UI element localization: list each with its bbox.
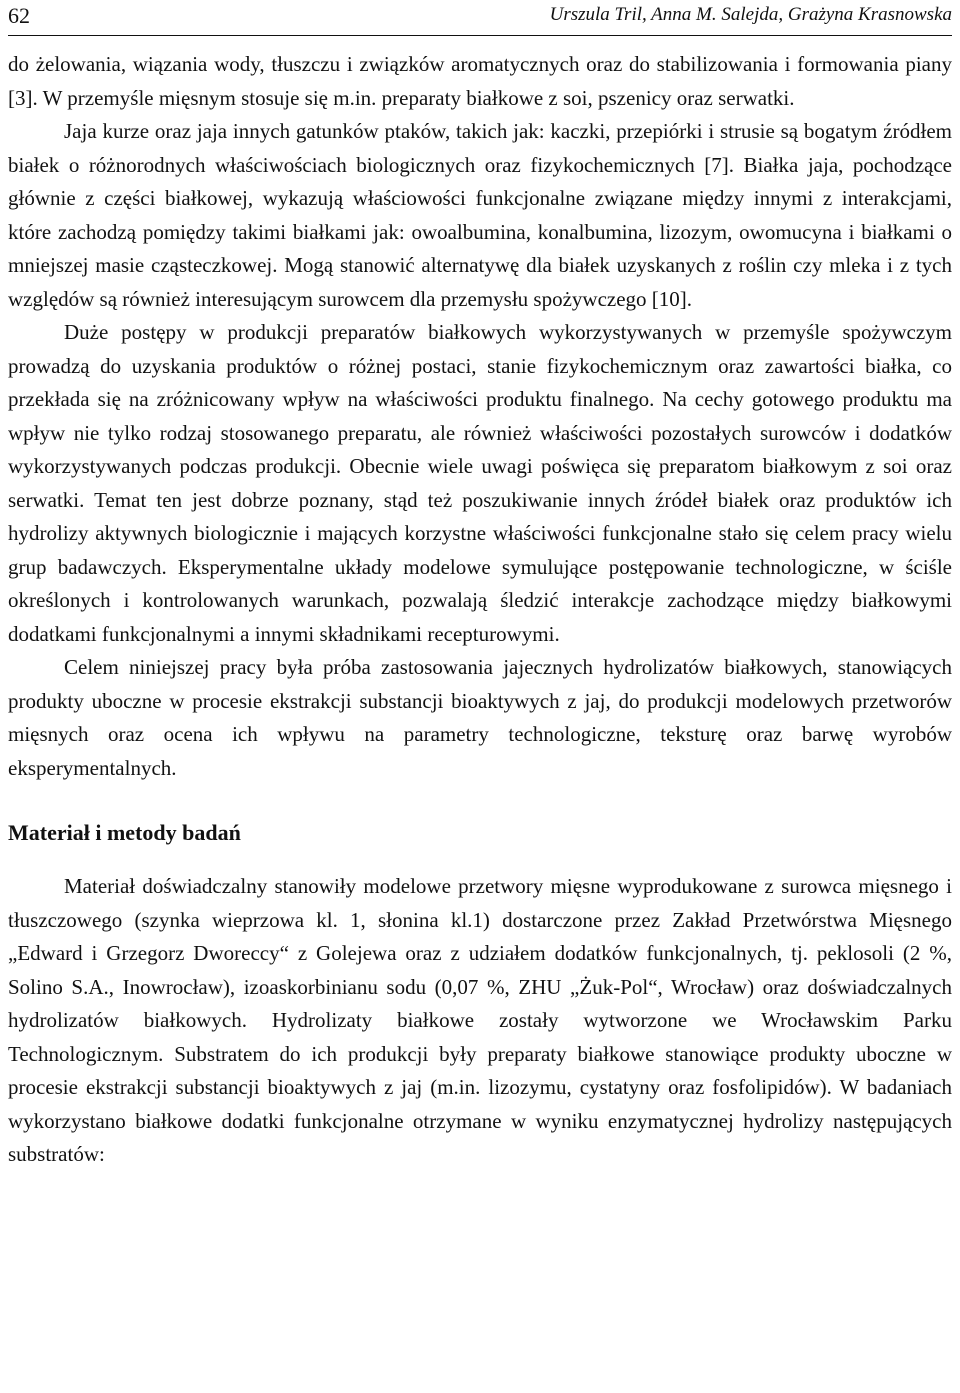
paragraph-materials: Materiał doświadczalny stanowiły modelowe przetwory mięsne wyprodukowane z surowca mięsnego i tłuszczowego (szynka wieprzowa kl. 1, słonina kl.1) dostarczone przez Zakład Przetwórstwa Mięsnego „Edward i Grzegorz Dworeccy“ z Golejewa oraz z udziałem dodatków funkcjonalnych, tj. peklosoli (2 %, Solino S.A., Inowrocław), izoaskorbinianu sodu (0,07 %, ZHU „Żuk-Pol“, Wrocław) oraz doświadczalnych hydrolizatów białkowych. Hydrolizaty białkowe zostały wytworzone we Wrocławskim Parku Technologicznym. Substratem do ich produkcji były preparaty białkowe stanowiące produkty uboczne w procesie ekstrakcji substancji bioaktywych z jaj (m.in. lizozymu, cystatyny oraz fosfolipidów). W badaniach wykorzystano białkowe dodatki funkcjonalne otrzymane w wyniku enzymatycznej hydrolizy następujących substratów:	[8, 874, 952, 1166]
header-rule	[8, 35, 952, 36]
paragraph-study-aim: Celem niniejszej pracy była próba zastosowania jajecznych hydrolizatów białkowych, stanowiących produkty uboczne w procesie ekstrakcji substancji bioaktywych z jaj, do produkcji modelowych przetworów mięsnych oraz ocena ich wpływu na parametry technologiczne, teksturę oraz barwę wyrobów eksperymentalnych.	[8, 655, 952, 780]
section-heading-materials-methods: Materiał i metody badań	[8, 820, 241, 845]
running-header-authors: Urszula Tril, Anna M. Salejda, Grażyna Krasnowska	[549, 4, 952, 25]
document-page	[8, 0, 952, 1393]
paragraph-continuation: do żelowania, wiązania wody, tłuszczu i związków aromatycznych oraz do stabilizowania i formowania piany [3]. W przemyśle mięsnym stosuje się m.in. preparaty białkowe z soi, pszenicy oraz serwatki.	[8, 52, 952, 110]
paragraph-eggs-proteins: Jaja kurze oraz jaja innych gatunków ptaków, takich jak: kaczki, przepiórki i strusie są bogatym źródłem białek o różnorodnych właściwościach biologicznych oraz fizykochemicznych [7]. Białka jaja, pochodzące głównie z części białkowej, wykazują właściowości funkcjonalne związane między innymi z interakcjami, które zachodzą pomiędzy takimi białkami jak: owoalbumina, konalbumina, lizozym, owomucyna i białkami o mniejszej masie cząsteczkowej. Mogą stanowić alternatywę dla białek uzyskanych z roślin czy mleka i z tych względów są również interesującym surowcem dla przemysłu spożywczego [10].	[8, 119, 952, 311]
paragraph-protein-preparations: Duże postępy w produkcji preparatów białkowych wykorzystywanych w przemyśle spożywczym prowadzą do uzyskania produktów o różnej postaci, stanie fizykochemicznym oraz zawartości białka, co przekłada się na zróżnicowany wpływ na właściwości produktu finalnego. Na cechy gotowego produktu ma wpływ nie tylko rodzaj stosowanego preparatu, ale również właściwości pozostałych surowców i dodatków wykorzystywanych podczas produkcji. Obecnie wiele uwagi poświęca się preparatom białkowym z soi oraz serwatki. Temat ten jest dobrze poznany, stąd też poszukiwanie innych źródeł białek oraz produktów ich hydrolizy aktywnych biologicznie i mających korzystne właściwości funkcjonalne stało się celem pracy wielu grup badawczych. Eksperymentalne układy modelowe symulujące postępowanie technologiczne, w ściśle określonych i kontrolowanych warunkach, pozwalają śledzić interakcje zachodzące między białkowymi dodatkami funkcjonalnymi a innymi składnikami recepturowymi.	[8, 320, 952, 646]
running-header	[8, 3, 952, 31]
body-text	[8, 48, 952, 1172]
page-number: 62	[8, 3, 30, 28]
